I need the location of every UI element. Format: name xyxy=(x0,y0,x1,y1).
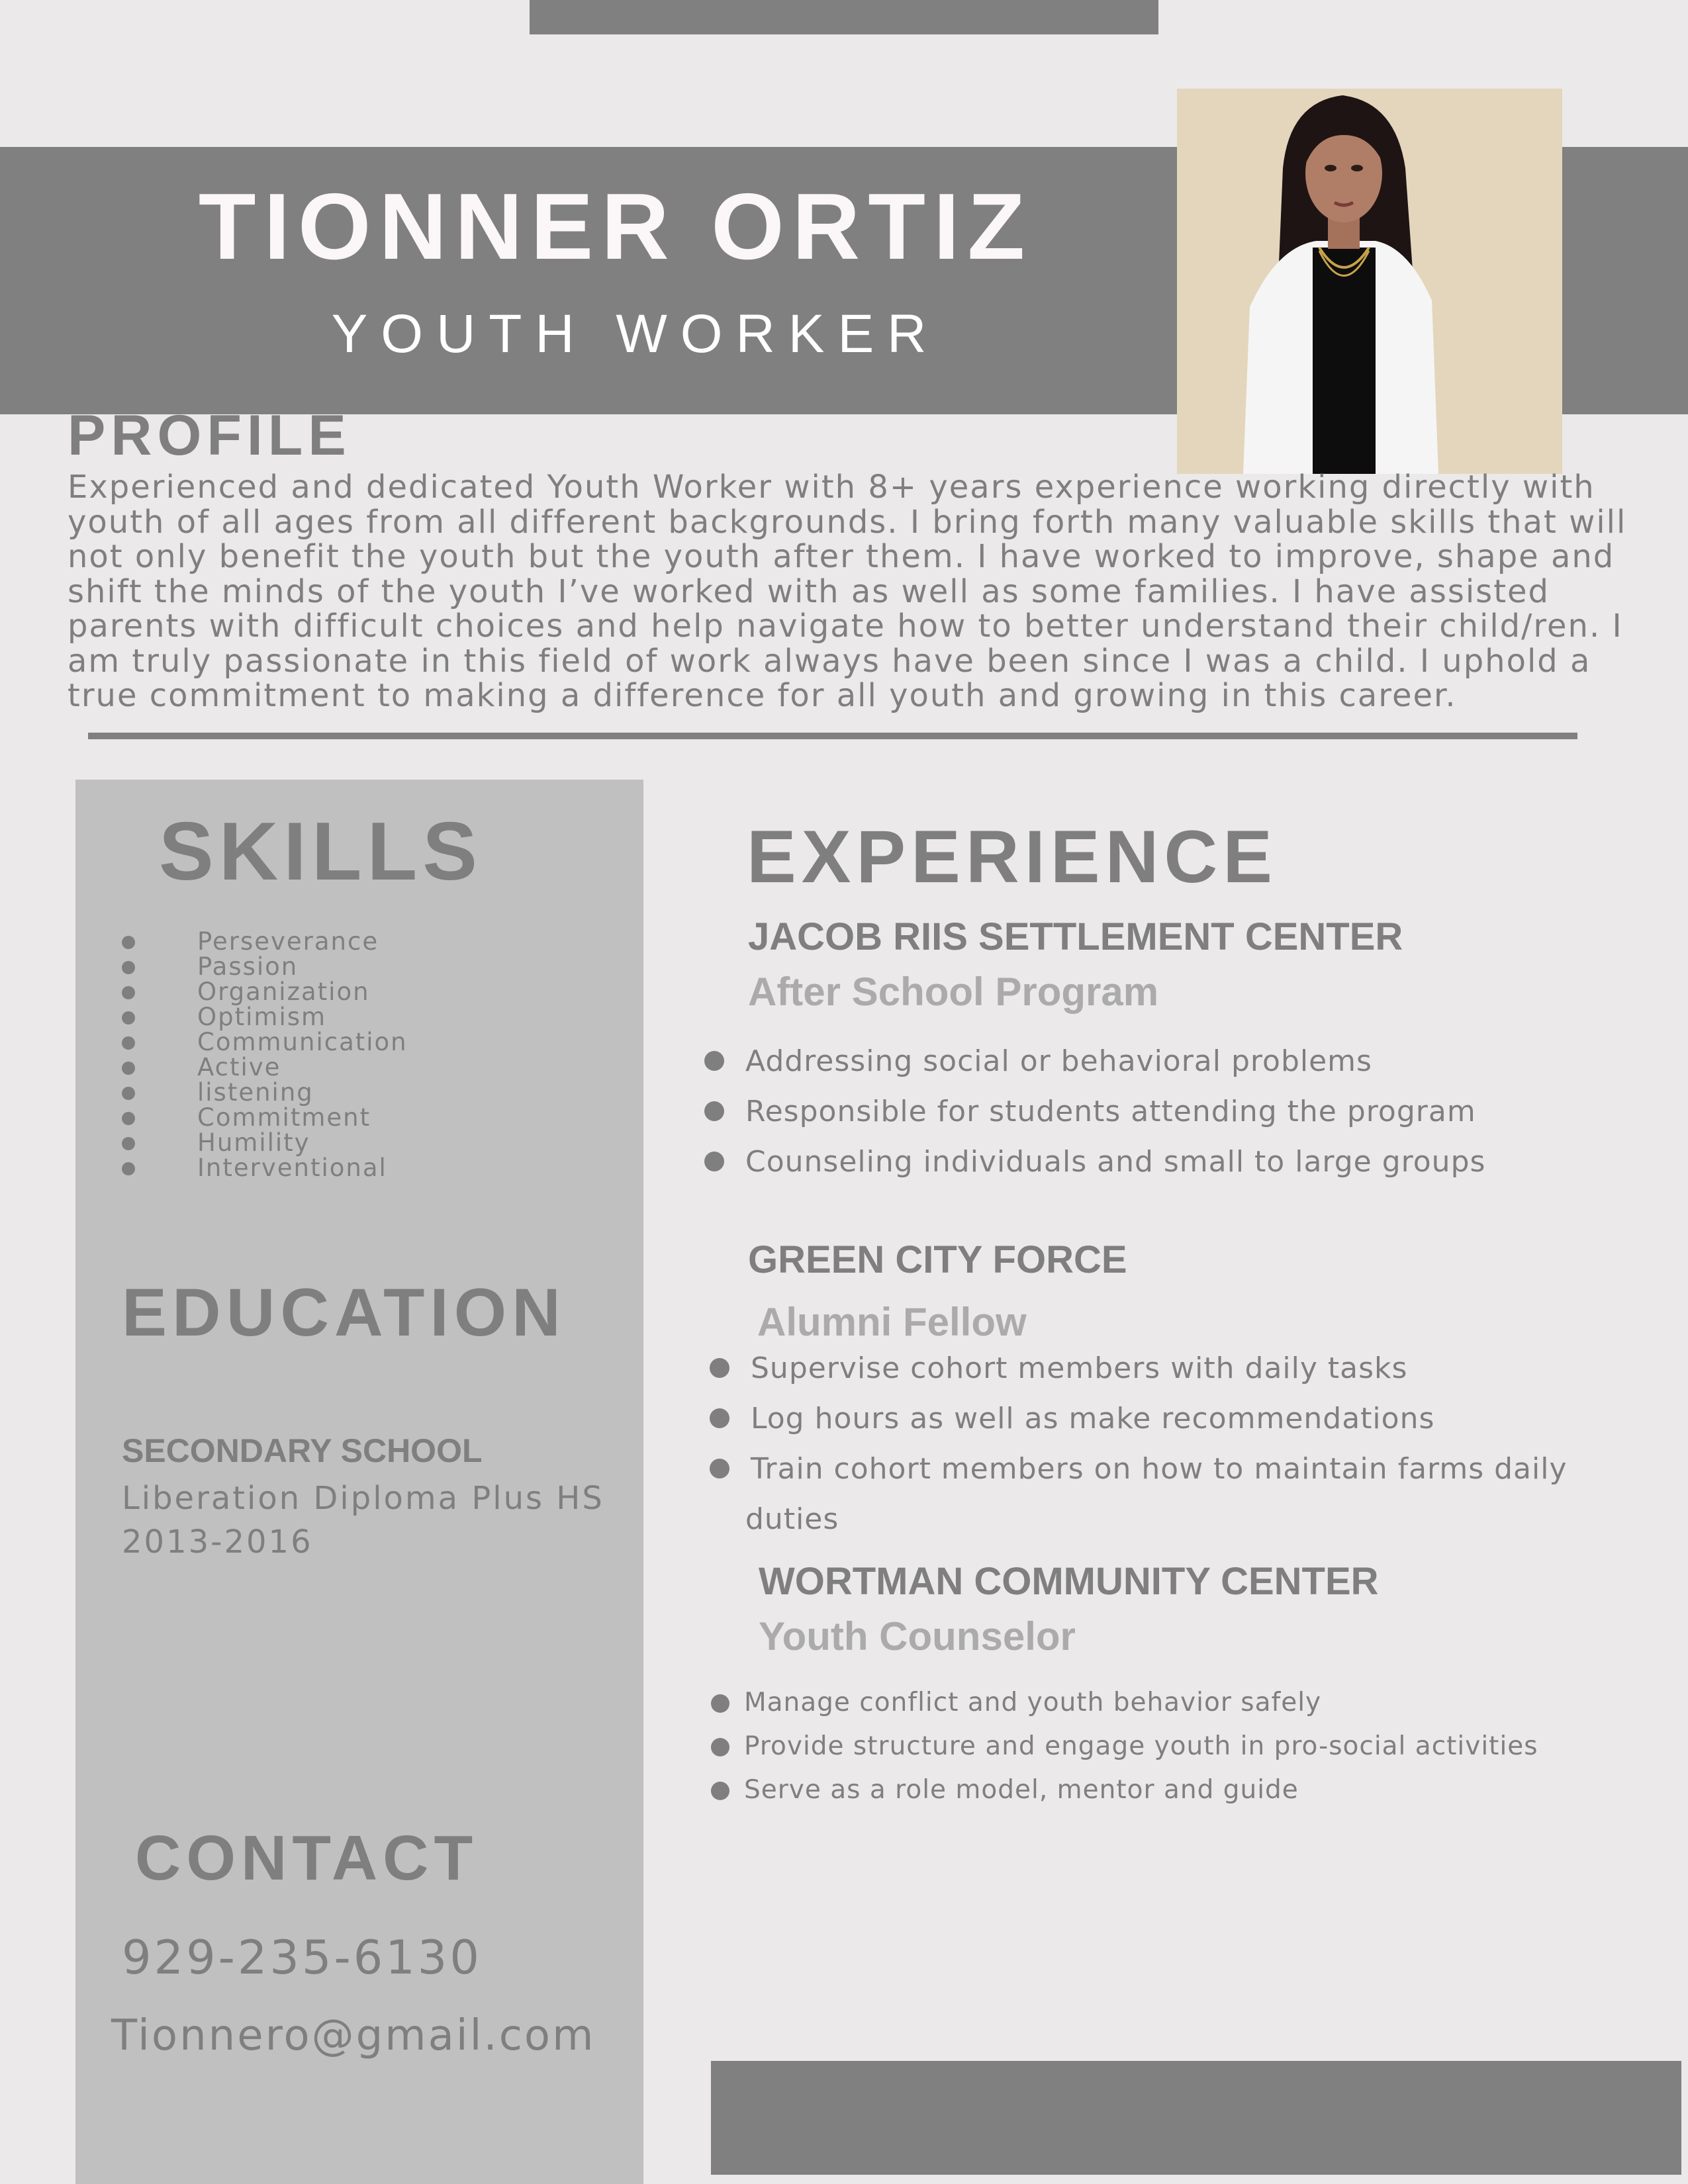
job-duties-list xyxy=(710,1343,1568,1545)
job-duty-text: Manage conflict and youth behavior safely xyxy=(744,1688,1322,1717)
skills-heading: SKILLS xyxy=(159,806,483,897)
skill-label: Perseverance xyxy=(197,927,379,956)
education-school-name: Liberation Diploma Plus HS xyxy=(122,1480,604,1517)
job-duty-text: duties xyxy=(745,1502,839,1536)
job-role: After School Program xyxy=(748,970,1159,1014)
skill-label: Optimism xyxy=(197,1003,327,1031)
job-duty-text: Supervise cohort members with daily tasks xyxy=(751,1351,1408,1385)
skill-item xyxy=(119,979,408,1005)
bullet-icon xyxy=(711,1694,729,1713)
profile-divider xyxy=(88,733,1577,739)
bullet-icon xyxy=(122,1137,135,1150)
profile-line: shift the minds of the youth I’ve worked with as well as some families. I have assisted xyxy=(68,572,1550,610)
profile-line: am truly passionate in this field of work always have been since I was a child. I uphold a xyxy=(68,642,1591,680)
bullet-icon xyxy=(122,1087,135,1100)
skill-label: Communication xyxy=(197,1028,408,1056)
skill-label: Commitment xyxy=(197,1103,371,1132)
experience-heading: EXPERIENCE xyxy=(747,815,1278,898)
job-duties-list xyxy=(704,1036,1485,1187)
skill-item xyxy=(119,954,408,979)
job-duty-continuation xyxy=(710,1494,1568,1545)
job-duty-item xyxy=(711,1681,1538,1725)
profile-line: not only benefit the youth but the youth after them. I have worked to improve, shape and xyxy=(68,538,1615,575)
job-duty-item xyxy=(704,1137,1485,1187)
bullet-icon xyxy=(710,1358,729,1378)
bullet-icon xyxy=(704,1101,724,1121)
job-duty-item xyxy=(704,1036,1485,1087)
skill-item xyxy=(119,1105,408,1130)
skill-label: Active xyxy=(197,1053,281,1081)
bullet-icon xyxy=(710,1408,729,1428)
education-heading: EDUCATION xyxy=(122,1275,566,1350)
bullet-icon xyxy=(122,936,135,949)
contact-email: Tionnero@gmail.com xyxy=(111,2011,596,2060)
education-school-type: SECONDARY SCHOOL xyxy=(122,1432,483,1469)
bullet-icon xyxy=(122,1011,135,1024)
job-duty-item xyxy=(711,1725,1538,1768)
profile-line: youth of all ages from all different backgrounds. I bring forth many valuable skills that will xyxy=(68,503,1627,541)
bullet-icon xyxy=(122,1062,135,1075)
profile-photo xyxy=(1177,89,1562,474)
contact-heading: CONTACT xyxy=(135,1823,479,1893)
bullet-icon xyxy=(711,1738,729,1756)
job-duties-list xyxy=(711,1681,1538,1812)
skill-label: Humility xyxy=(197,1128,310,1157)
job-duty-text: Log hours as well as make recommendations xyxy=(751,1402,1435,1435)
education-years: 2013-2016 xyxy=(122,1524,313,1561)
job-duty-text: Responsible for students attending the program xyxy=(745,1095,1476,1128)
job-organization: WORTMAN COMMUNITY CENTER xyxy=(759,1560,1379,1603)
skill-item xyxy=(119,1156,408,1181)
skill-label: Organization xyxy=(197,978,370,1006)
bullet-icon xyxy=(704,1051,724,1071)
skill-label: Interventional xyxy=(197,1154,387,1182)
job-title: YOUTH WORKER xyxy=(331,304,940,364)
profile-line: true commitment to making a difference for all youth and growing in this career. xyxy=(68,677,1457,714)
profile-line: parents with difficult choices and help navigate how to better understand their child/ren. I xyxy=(68,608,1623,645)
skills-list xyxy=(119,929,408,1181)
bullet-icon xyxy=(122,1112,135,1125)
job-duty-item xyxy=(710,1394,1568,1444)
skill-item xyxy=(119,1005,408,1030)
bullet-icon xyxy=(711,1782,729,1800)
job-duty-item xyxy=(711,1768,1538,1812)
job-duty-text: Serve as a role model, mentor and guide xyxy=(744,1775,1299,1805)
job-duty-text: Provide structure and engage youth in pro-social activities xyxy=(744,1731,1538,1761)
bottom-accent-bar xyxy=(711,2061,1681,2175)
job-duty-text: Train cohort members on how to maintain farms daily xyxy=(751,1452,1568,1486)
profile-heading: PROFILE xyxy=(68,404,352,467)
skill-label: Passion xyxy=(197,952,299,981)
job-duty-item xyxy=(710,1444,1568,1494)
candidate-name: TIONNER ORTIZ xyxy=(198,174,1033,279)
skill-label: listening xyxy=(197,1078,314,1107)
job-organization: GREEN CITY FORCE xyxy=(748,1238,1127,1281)
bullet-icon xyxy=(704,1152,724,1171)
job-duty-text: Addressing social or behavioral problems xyxy=(745,1044,1372,1078)
portrait-illustration xyxy=(1177,89,1562,474)
bullet-icon xyxy=(122,1162,135,1175)
bullet-icon xyxy=(122,986,135,999)
skill-item xyxy=(119,1055,408,1080)
skill-item xyxy=(119,1130,408,1156)
job-duty-item xyxy=(710,1343,1568,1394)
skill-item xyxy=(119,1080,408,1105)
job-duty-item xyxy=(704,1087,1485,1137)
skill-item xyxy=(119,929,408,954)
top-accent-bar xyxy=(530,0,1158,34)
bullet-icon xyxy=(710,1459,729,1479)
skill-item xyxy=(119,1030,408,1055)
bullet-icon xyxy=(122,1036,135,1050)
bullet-icon xyxy=(122,961,135,974)
contact-phone: 929-235-6130 xyxy=(122,1931,482,1985)
job-role: Youth Counselor xyxy=(759,1614,1076,1659)
job-organization: JACOB RIIS SETTLEMENT CENTER xyxy=(748,915,1403,958)
profile-summary xyxy=(68,470,1669,713)
profile-line: Experienced and dedicated Youth Worker with 8+ years experience working directly with xyxy=(68,469,1595,506)
job-role: Alumni Fellow xyxy=(757,1300,1027,1344)
job-duty-text: Counseling individuals and small to large groups xyxy=(745,1145,1486,1179)
